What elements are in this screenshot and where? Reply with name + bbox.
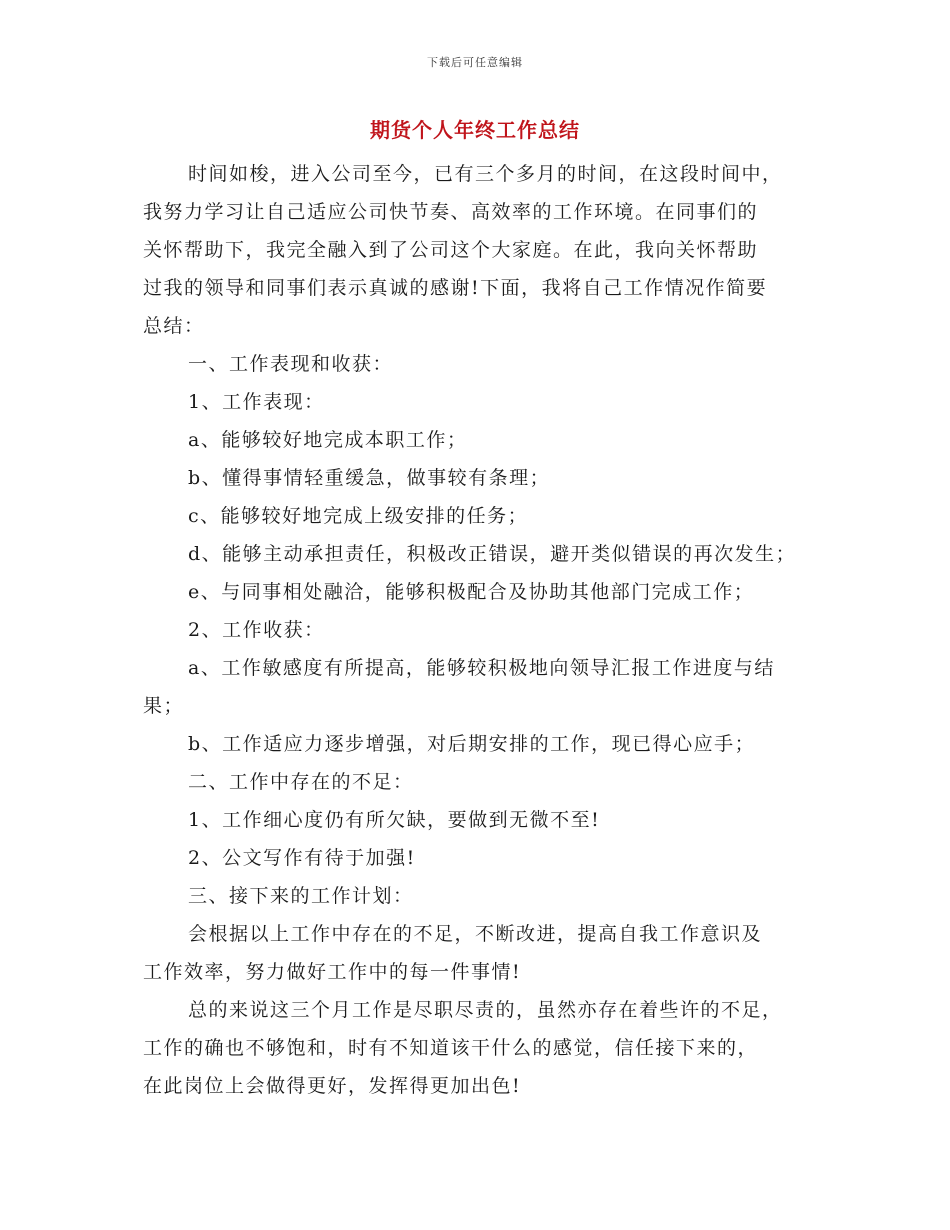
performance-item: e、与同事相处融洽，能够积极配合及协助其他部门完成工作； [188, 581, 755, 603]
conclusion-line: 在此岗位上会做得更好，发挥得更加出色! [143, 1075, 522, 1097]
sub1-heading: 1、工作表现： [188, 391, 325, 413]
header-note: 下载后可任意编辑 [427, 56, 523, 69]
gain-a-line: 果； [143, 695, 185, 717]
sub2-heading: 2、工作收获： [188, 619, 325, 641]
performance-item: c、能够较好地完成上级安排的任务； [188, 505, 529, 527]
conclusion-line: 总的来说这三个月工作是尽职尽责的，虽然亦存在着些许的不足， [188, 999, 783, 1021]
performance-item: a、能够较好地完成本职工作； [188, 429, 468, 451]
intro-line: 我努力学习让自己适应公司快节奏、高效率的工作环境。在同事们的 [143, 201, 759, 223]
document-title: 期货个人年终工作总结 [370, 118, 580, 142]
plan-line: 会根据以上工作中存在的不足，不断改进，提高自我工作意识及 [188, 923, 763, 945]
intro-line: 时间如梭，进入公司至今，已有三个多月的时间，在这段时间中， [188, 163, 783, 185]
shortcoming-item: 2、公文写作有待于加强! [188, 847, 416, 869]
plan-line: 工作效率，努力做好工作中的每一件事情! [143, 961, 522, 983]
intro-line: 关怀帮助下，我完全融入到了公司这个大家庭。在此，我向关怀帮助 [143, 239, 759, 261]
intro-line: 总结： [143, 315, 205, 337]
section2-heading: 二、工作中存在的不足： [188, 771, 414, 793]
intro-line: 过我的领导和同事们表示真诚的感谢!下面，我将自己工作情况作简要 [143, 277, 768, 299]
performance-item: d、能够主动承担责任，积极改正错误，避开类似错误的再次发生； [188, 543, 797, 565]
gain-b: b、工作适应力逐步增强，对后期安排的工作，现已得心应手； [188, 733, 756, 755]
intro-paragraph [143, 155, 823, 345]
gain-a-paragraph [143, 649, 823, 725]
document-body [143, 155, 823, 1105]
section1-heading: 一、工作表现和收获： [188, 353, 394, 375]
gain-a-line: a、工作敏感度有所提高，能够较积极地向领导汇报工作进度与结 [188, 657, 775, 679]
shortcoming-item: 1、工作细心度仍有所欠缺，要做到无微不至! [188, 809, 601, 831]
section3-heading: 三、接下来的工作计划： [188, 885, 414, 907]
performance-item: b、懂得事情轻重缓急，做事较有条理； [188, 467, 551, 489]
conclusion-paragraph [143, 991, 823, 1105]
plan-paragraph [143, 915, 823, 991]
conclusion-line: 工作的确也不够饱和，时有不知道该干什么的感觉，信任接下来的， [143, 1037, 759, 1059]
